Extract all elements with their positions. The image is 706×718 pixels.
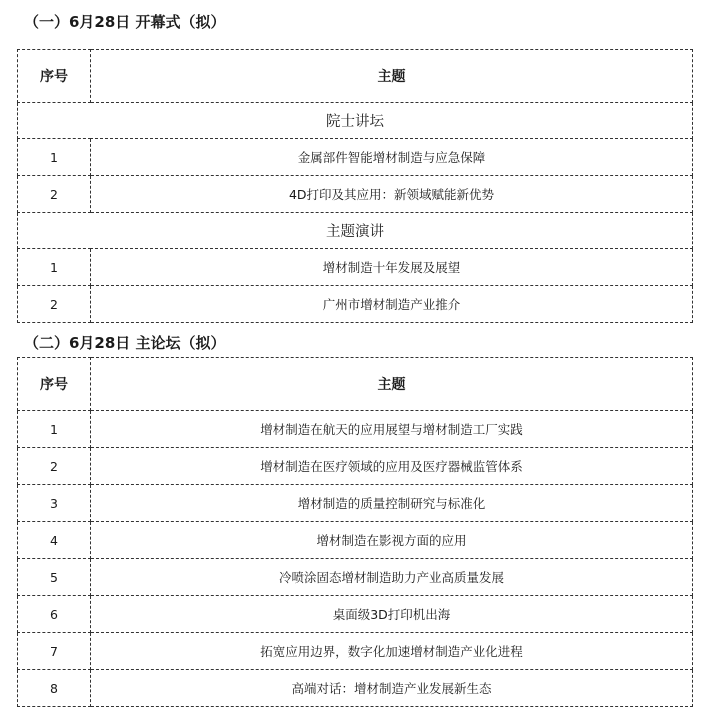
main-forum-table [17, 357, 693, 707]
section-2-heading: （二）6月28日 主论坛（拟） [24, 334, 226, 352]
row-topic: 增材制造十年发展及展望 [91, 249, 693, 286]
row-num: 1 [18, 139, 91, 176]
table-row [18, 596, 693, 633]
table-row [18, 670, 693, 707]
row-num: 4 [18, 522, 91, 559]
row-num: 7 [18, 633, 91, 670]
header-topic: 主题 [91, 50, 693, 103]
group-label: 院士讲坛 [18, 103, 693, 139]
row-num: 1 [18, 249, 91, 286]
header-topic: 主题 [91, 358, 693, 411]
row-num: 3 [18, 485, 91, 522]
row-num: 6 [18, 596, 91, 633]
table-row [18, 448, 693, 485]
row-topic: 增材制造在影视方面的应用 [91, 522, 693, 559]
header-num: 序号 [18, 358, 91, 411]
table-header-row [18, 358, 693, 411]
table-row [18, 176, 693, 213]
table-row [18, 485, 693, 522]
group-label-row [18, 213, 693, 249]
row-topic: 桌面级3D打印机出海 [91, 596, 693, 633]
table-header-row [18, 50, 693, 103]
table-row [18, 633, 693, 670]
row-topic: 4D打印及其应用：新领域赋能新优势 [91, 176, 693, 213]
row-topic: 冷喷涂固态增材制造助力产业高质量发展 [91, 559, 693, 596]
row-topic: 增材制造在医疗领域的应用及医疗器械监管体系 [91, 448, 693, 485]
section-1-heading: （一）6月28日 开幕式（拟） [24, 13, 226, 31]
table-row [18, 139, 693, 176]
table-row [18, 522, 693, 559]
table-row [18, 411, 693, 448]
row-num: 2 [18, 286, 91, 323]
row-num: 1 [18, 411, 91, 448]
row-num: 8 [18, 670, 91, 707]
opening-ceremony-table [17, 49, 693, 323]
table-row [18, 249, 693, 286]
row-num: 2 [18, 448, 91, 485]
row-topic: 拓宽应用边界，数字化加速增材制造产业化进程 [91, 633, 693, 670]
row-topic: 高端对话：增材制造产业发展新生态 [91, 670, 693, 707]
table-row [18, 286, 693, 323]
row-topic: 金属部件智能增材制造与应急保障 [91, 139, 693, 176]
row-num: 2 [18, 176, 91, 213]
row-topic: 广州市增材制造产业推介 [91, 286, 693, 323]
header-num: 序号 [18, 50, 91, 103]
group-label: 主题演讲 [18, 213, 693, 249]
row-topic: 增材制造的质量控制研究与标准化 [91, 485, 693, 522]
group-label-row [18, 103, 693, 139]
table-row [18, 559, 693, 596]
row-topic: 增材制造在航天的应用展望与增材制造工厂实践 [91, 411, 693, 448]
row-num: 5 [18, 559, 91, 596]
